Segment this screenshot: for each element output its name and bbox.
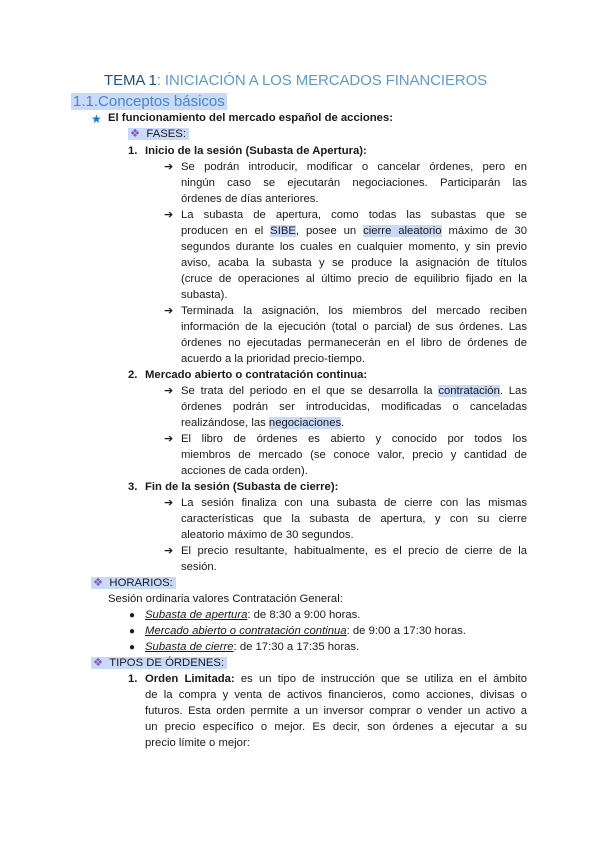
paragraph-line: órdenes de días anteriores. [181, 193, 319, 205]
bullet-dot-icon: ● [129, 642, 136, 653]
paragraph-line-highlighted: producen en el SIBE, posee un cierre aleatorio máximo de 30 [181, 225, 527, 237]
horarios-heading [91, 576, 176, 592]
paragraph-line: acuerdo a la prioridad precio-tiempo. [181, 353, 365, 365]
paragraph-line-highlighted: Se trata del periodo en el que se desarrolla la contratación. Las [181, 385, 527, 397]
paragraph-line: subasta). [181, 289, 228, 301]
diamond-icon: ❖ [93, 657, 104, 669]
horario-time: : de 8:30 a 9:00 horas. [247, 609, 361, 621]
horario-time: : de 17:30 a 17:35 horas. [233, 641, 360, 653]
tipos-heading [91, 656, 227, 672]
paragraph-line: aviso, acaba la subasta y se produce la asignación de títulos [181, 257, 527, 269]
fases-item-2-title: Mercado abierto o contratación continua: [145, 369, 368, 381]
tipos-label: TIPOS DE ÓRDENES: [109, 657, 225, 669]
highlight-negociaciones: negociaciones [268, 417, 342, 429]
diamond-icon: ❖ [130, 128, 141, 140]
paragraph-line: El libro de órdenes es abierto y conocido por todos los [181, 433, 527, 445]
tipos-item-number: 1. [128, 673, 138, 685]
paragraph-line: Se podrán introducir, modificar o cancelar órdenes, pero en [181, 161, 527, 173]
paragraph-line: características que la subasta de apertura, y con su cierre [181, 513, 527, 525]
subsection-heading: El funcionamiento del mercado español de acciones: [108, 112, 394, 124]
title-text: : INICIACIÓN A LOS MERCADOS FINANCIEROS [156, 72, 488, 89]
tipos-item-title: Orden Limitada: [145, 673, 235, 685]
paragraph-line: (cruce de operaciones al último precio de equilibrio fijado en la [181, 273, 527, 285]
section-heading: 1.1.Conceptos básicos [73, 93, 225, 110]
fases-item-3-title: Fin de la sesión (Subasta de cierre): [145, 481, 339, 493]
horario-item [145, 608, 360, 624]
fases-item-1-title: Inicio de la sesión (Subasta de Apertura): [145, 145, 367, 157]
horarios-label: HORARIOS: [109, 577, 173, 589]
paragraph-line: miembros de mercado (se conoce valor, precio y cantidad de [181, 449, 527, 461]
paragraph-line: ningún caso se ejecutarán negociaciones. Participarán las [181, 177, 527, 189]
arrow-icon: ➔ [164, 209, 174, 221]
title-number: TEMA 1 [104, 72, 157, 89]
paragraph-line: de la compra y venta de activos financieros, como acciones, divisas o [145, 689, 527, 701]
diamond-icon: ❖ [93, 577, 104, 589]
paragraph-line: aleatorio máximo de 30 segundos. [181, 529, 354, 541]
tipos-item-line: Orden Limitada: es un tipo de instrucción que se utiliza en el ámbito [145, 673, 527, 685]
arrow-icon: ➔ [164, 433, 174, 445]
arrow-icon: ➔ [164, 385, 174, 397]
paragraph-line: órdenes no ejecutadas permanecerán en el libro de órdenes de [181, 337, 527, 349]
arrow-icon: ➔ [164, 161, 174, 173]
highlight-contratacion: contratación [438, 385, 500, 397]
paragraph-line: segundos durante los cuales en cualquier momento, y sin previo [181, 241, 527, 253]
paragraph-line: Terminada la asignación, los miembros del mercado reciben [181, 305, 527, 317]
horarios-intro: Sesión ordinaria valores Contratación General: [108, 593, 343, 605]
star-icon: ★ [91, 112, 102, 126]
paragraph-line: La subasta de apertura, como todas las subastas que se [181, 209, 527, 221]
bullet-dot-icon: ● [129, 610, 136, 621]
horario-time: : de 9:00 a 17:30 horas. [346, 625, 466, 637]
paragraph-line: precio límite o mejor: [145, 737, 250, 749]
highlight-cierre-aleatorio: cierre aleatorio [363, 225, 442, 237]
horario-name: Subasta de cierre [145, 641, 234, 653]
bullet-dot-icon: ● [129, 626, 136, 637]
fases-heading [128, 127, 189, 143]
paragraph-line: La sesión finaliza con una subasta de cierre con las mismas [181, 497, 527, 509]
horario-name: Subasta de apertura [145, 609, 248, 621]
paragraph-line: futuros. Esta orden permite a un inversor comprar o vender un activo a [145, 705, 527, 717]
arrow-icon: ➔ [164, 497, 174, 509]
paragraph-line: un precio específico o mejor. Es decir, son órdenes a ejecutar a su [145, 721, 527, 733]
arrow-icon: ➔ [164, 545, 174, 557]
fases-item-1-number: 1. [128, 145, 138, 157]
paragraph-line: información de la ejecución (total o parcial) de sus órdenes. Las [181, 321, 527, 333]
paragraph-line: El precio resultante, habitualmente, es el precio de cierre de la [181, 545, 527, 557]
arrow-icon: ➔ [164, 305, 174, 317]
paragraph-line: acciones de cada orden). [181, 465, 308, 477]
fases-label: FASES: [146, 128, 186, 140]
paragraph-line-highlighted: realizándose, las negociaciones. [181, 417, 345, 429]
fases-item-2-number: 2. [128, 369, 138, 381]
horario-item [145, 640, 359, 656]
fases-item-3-number: 3. [128, 481, 138, 493]
page-title [104, 72, 487, 89]
horario-name: Mercado abierto o contratación continua [145, 625, 347, 637]
paragraph-line: sesión. [181, 561, 217, 573]
paragraph-line: órdenes podrán ser introducidas, modificadas o canceladas [181, 401, 527, 413]
highlight-sibe: SIBE [270, 225, 296, 237]
horario-item [145, 624, 466, 640]
